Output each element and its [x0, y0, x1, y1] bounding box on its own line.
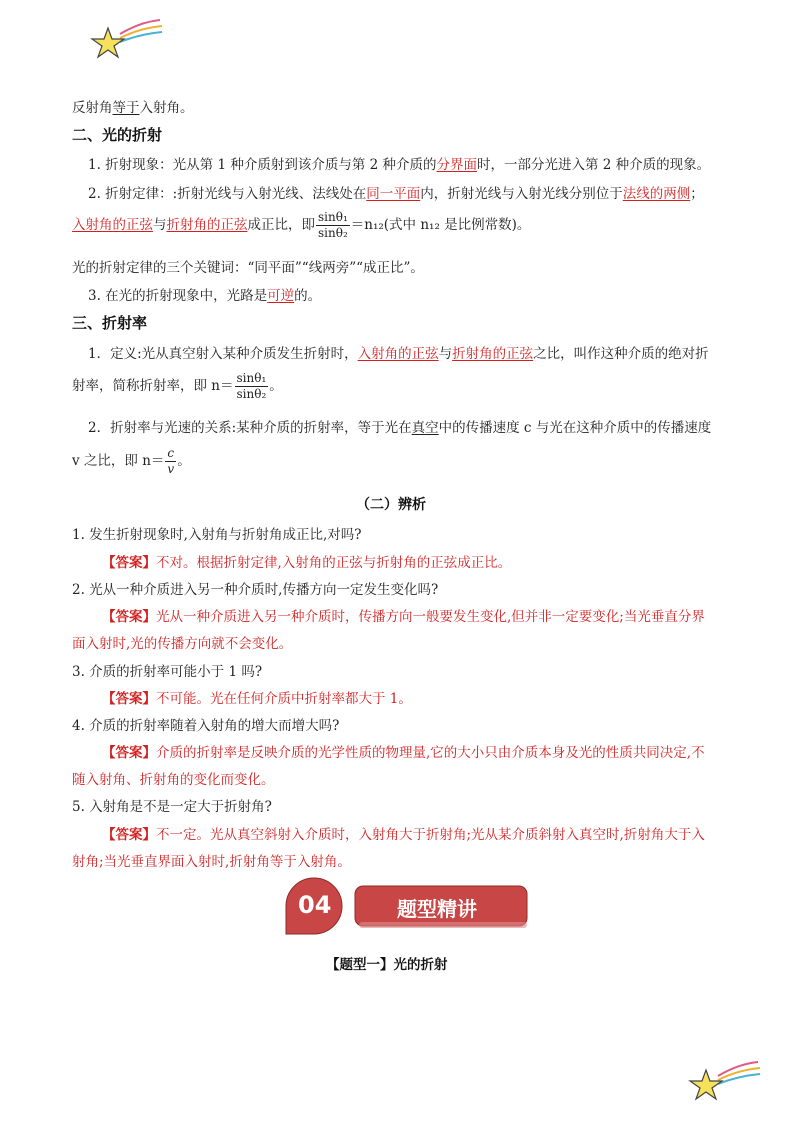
refraction-phenomenon-line	[88, 153, 710, 173]
text: 中的传播速度 c 与光在这种介质中的传播速度	[438, 420, 712, 436]
text: 内，折射光线与入射光线分别位于	[420, 186, 623, 202]
answer-3	[102, 687, 412, 707]
fraction	[316, 210, 350, 241]
text: 之比，叫作这种介质的绝对折	[533, 346, 709, 362]
underlined-term: 可逆	[267, 288, 295, 304]
underlined-term: 法线的两侧	[622, 186, 691, 202]
fraction-denominator: sinθ₂	[318, 226, 348, 240]
badge-label: 题型精讲	[397, 897, 477, 921]
text: 与	[153, 217, 167, 233]
answer-text: 不对。根据折射定律,入射角的正弦与折射角的正弦成正比。	[156, 555, 512, 571]
answer-2	[102, 605, 705, 625]
text: 时，一部分光进入第 2 种介质的现象。	[477, 157, 711, 173]
text: 2．折射率与光速的关系:某种介质的折射率，等于光在	[88, 420, 412, 436]
answer-tag: 【答案】	[102, 609, 156, 625]
underlined-term: 等于	[112, 100, 140, 116]
fraction	[165, 446, 176, 477]
text: ；	[690, 186, 704, 202]
fraction-denominator: v	[167, 462, 175, 476]
underlined-term: 入射角的正弦	[357, 346, 439, 362]
text: ＝n₁₂(式中 n₁₂ 是比例常数)。	[350, 217, 531, 233]
answer-tag: 【答案】	[102, 691, 156, 707]
text: 的。	[294, 288, 322, 304]
shooting-star-icon	[90, 14, 165, 64]
answer-text: 不一定。光从真空斜射入介质时，入射角大于折射角;光从某介质斜射入真空时,折射角大于入	[156, 827, 705, 843]
question-3: 3. 介质的折射率可能小于 1 吗?	[72, 664, 263, 680]
shooting-star-icon-bottom	[688, 1056, 763, 1106]
speed-relation-line	[88, 416, 711, 436]
refraction-law-line	[88, 182, 704, 202]
answer-text: 介质的折射率是反映介质的光学性质的物理量,它的大小只由介质本身及光的性质共同决定,不	[156, 745, 705, 761]
question-4: 4. 介质的折射率随着入射角的增大而增大吗?	[72, 718, 340, 734]
underlined-term: 同一平面	[366, 186, 421, 202]
answer-1	[102, 551, 511, 571]
question-5: 5. 入射角是不是一定大于折射角?	[72, 799, 272, 815]
text: 3. 在光的折射现象中，光路是	[88, 288, 268, 304]
question-1: 1. 发生折射现象时,入射角与折射角成正比,对吗?	[72, 527, 362, 543]
speed-formula-line	[72, 446, 191, 477]
keywords-line: 光的折射定律的三个关键词：“同平面”“线两旁”“成正比”。	[72, 260, 424, 276]
question-2: 2. 光从一种介质进入另一种介质时,传播方向一定发生变化吗?	[72, 582, 439, 598]
answer-4	[102, 741, 705, 761]
badge-number: 04	[298, 891, 332, 919]
reflection-angle-line	[72, 96, 194, 116]
fraction-numerator: sinθ₁	[318, 210, 348, 224]
fraction-numerator: c	[167, 446, 175, 460]
answer-tag: 【答案】	[102, 827, 156, 843]
text: 与	[438, 346, 453, 362]
answer-5-continued: 射角;当光垂直界面入射时,折射角等于入射角。	[72, 854, 351, 870]
text: 2. 折射定律：:折射光线与入射光线、法线处在	[88, 186, 367, 202]
answer-4-continued: 随入射角、折射角的变化而变化。	[72, 772, 275, 788]
text: 1. 折射现象：光从第 1 种介质射到该介质与第 2 种介质的	[88, 157, 437, 173]
underlined-term: 分界面	[436, 157, 478, 173]
underlined-term: 入射角的正弦	[72, 217, 153, 233]
text: 。	[269, 378, 283, 394]
text: 射率，简称折射率，即 n＝	[72, 378, 234, 394]
answer-text: 不可能。光在任何介质中折射率都大于 1。	[156, 691, 412, 707]
answer-5	[102, 823, 705, 843]
underlined-term: 折射角的正弦	[452, 346, 534, 362]
section-heading-refraction: 二、光的折射	[72, 126, 163, 144]
answer-2-continued: 面入射时,光的传播方向就不会变化。	[72, 636, 293, 652]
refraction-law-formula-line	[72, 210, 530, 241]
definition-formula-line	[72, 371, 283, 402]
text: 成正比，即	[247, 217, 315, 233]
section-badge	[280, 876, 540, 938]
question-type-heading: 【题型一】光的折射	[326, 957, 448, 973]
answer-tag: 【答案】	[102, 555, 156, 571]
text: 1．定义:光从真空射入某种介质发生折射时，	[88, 346, 358, 362]
reversible-path-line	[88, 284, 321, 304]
answer-text: 光从一种介质进入另一种介质时，传播方向一般要发生变化,但并非一定要变化;当光垂直分界	[156, 609, 705, 625]
underlined-term: 折射角的正弦	[166, 217, 248, 233]
definition-line	[88, 342, 709, 362]
section-heading-refractive-index: 三、折射率	[72, 314, 148, 332]
analysis-heading: （二）辨析	[356, 497, 426, 513]
fraction-numerator: sinθ₁	[236, 371, 267, 385]
text: 反射角	[72, 100, 113, 116]
fraction-denominator: sinθ₂	[236, 387, 267, 401]
text: v 之比，即 n＝	[72, 453, 165, 469]
fraction	[235, 371, 269, 402]
underlined-term: 真空	[411, 420, 439, 436]
text: 。	[177, 453, 191, 469]
answer-tag: 【答案】	[102, 745, 156, 761]
text: 入射角。	[139, 100, 194, 116]
